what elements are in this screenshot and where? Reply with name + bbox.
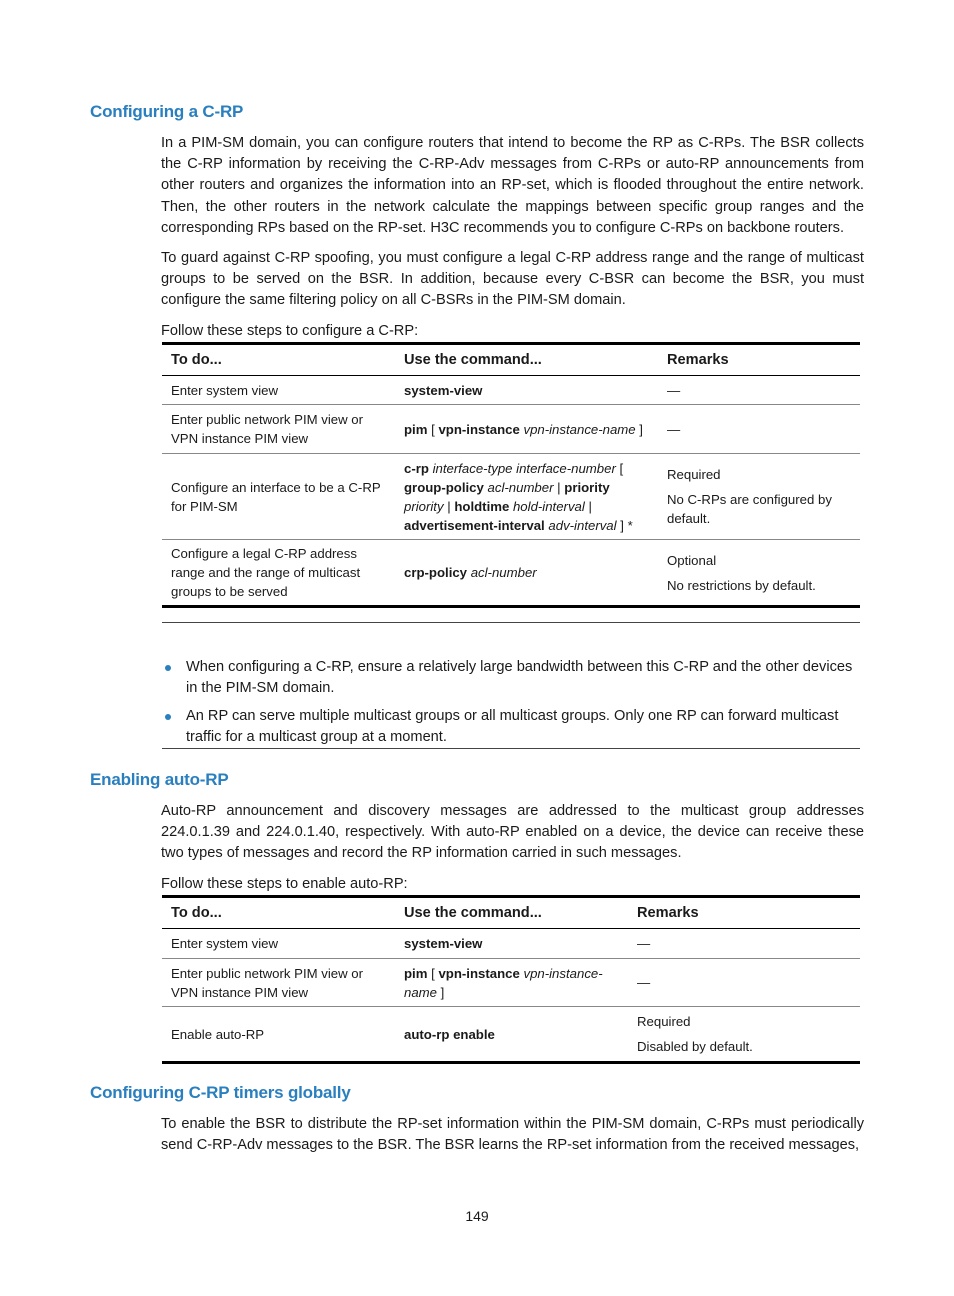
header-todo: To do... [162, 897, 395, 929]
remark-line: — [667, 382, 681, 398]
command-argument: priority [404, 498, 444, 514]
command-syntax: [ [615, 460, 624, 476]
cell-remarks [658, 454, 860, 540]
command-keyword: crp-policy [404, 565, 468, 580]
paragraph-crp-intro: In a PIM-SM domain, you can configure routers that intend to become the RP as C-RPs. The BSR collects the C-RP information by receiving the C-RP-Adv messages from C-RPs or auto-RP announcements from other routers and organizes the information into an RP-set, which is flooded throughout the entire network. Then, the other routers in the network calculate the mappings between specific group ranges and the corresponding RPs based on the RP-set. H3C recommends you to configure C-RPs on backbone routers. [161, 135, 864, 236]
remark-line: Disabled by default. [637, 1039, 753, 1054]
command-keyword: c-rp [404, 460, 429, 476]
command-argument: hold-interval [512, 498, 585, 514]
command-syntax: | [584, 498, 592, 514]
command-syntax: ] * [616, 517, 633, 533]
cell-command [395, 540, 658, 607]
cell-todo: Enter public network PIM view or VPN instance PIM view [162, 959, 395, 1007]
cell-remarks [628, 929, 860, 959]
cell-todo: Configure an interface to be a C-RP for PIM-SM [162, 454, 395, 540]
command-argument: adv-interval [548, 517, 617, 533]
cell-remarks [628, 959, 860, 1007]
header-command: Use the command... [395, 344, 658, 376]
command-keyword: vpn-instance [438, 965, 520, 981]
note-box [162, 622, 860, 749]
cell-remarks [658, 540, 860, 607]
section-heading-crp-timers: Configuring C-RP timers globally [90, 1083, 351, 1102]
bullet-icon [165, 714, 171, 720]
command-argument: vpn-instance-name [404, 965, 603, 1000]
note-item [162, 706, 860, 748]
cell-command [395, 1007, 628, 1063]
page-number: 149 [465, 1208, 489, 1224]
cell-command [395, 929, 628, 959]
cell-command [395, 959, 628, 1007]
paragraph-crp-spoofing: To guard against C-RP spoofing, you must configure a legal C-RP address range and the range of multicast groups to be served on the BSR. In addition, because every C-BSR can become the BSR, you must configure the same filtering policy on all C-BSRs in the PIM-SM domain. [161, 250, 864, 309]
bullet-icon [165, 665, 171, 671]
command-syntax: [ [427, 421, 439, 437]
cell-todo: Enter public network PIM view or VPN instance PIM view [162, 405, 395, 454]
remark-line: — [637, 975, 651, 990]
remark-line: Required [637, 1014, 691, 1029]
table-row [162, 929, 860, 959]
command-keyword: holdtime [454, 498, 510, 514]
command-syntax: [ [427, 965, 439, 981]
table-row [162, 1007, 860, 1063]
cell-command [395, 376, 658, 405]
table-row [162, 959, 860, 1007]
cell-todo: Configure a legal C-RP address range and the range of multicast groups to be served [162, 540, 395, 607]
lead-text-autorp-steps: Follow these steps to enable auto-RP: [161, 876, 408, 892]
command-keyword: pim [404, 965, 428, 981]
command-keyword: advertisement-interval [404, 517, 545, 533]
cell-todo: Enter system view [162, 929, 395, 959]
table-header-row [162, 897, 860, 929]
note-item [162, 657, 860, 699]
command-table-crp [162, 342, 860, 608]
command-keyword: system-view [404, 382, 483, 398]
command-keyword: vpn-instance [438, 421, 520, 437]
section-heading-configuring-crp: Configuring a C-RP [90, 102, 244, 121]
command-argument: acl-number [487, 479, 554, 495]
remark-line: No C-RPs are configured by default. [667, 492, 832, 526]
lead-text-crp-steps: Follow these steps to configure a C-RP: [161, 323, 419, 339]
command-keyword: system-view [404, 936, 483, 951]
section-heading-enabling-autorp: Enabling auto-RP [90, 770, 229, 789]
cell-todo: Enable auto-RP [162, 1007, 395, 1063]
command-table-autorp [162, 895, 860, 1064]
command-argument: vpn-instance-name [523, 421, 636, 437]
cell-remarks [658, 376, 860, 405]
command-keyword: priority [564, 479, 610, 495]
table-row [162, 405, 860, 454]
command-syntax: | [443, 498, 455, 514]
cell-command [395, 454, 658, 540]
command-syntax: | [553, 479, 565, 495]
note-item-text: When configuring a C-RP, ensure a relatively large bandwidth between this C-RP and the other devices in the PIM-SM domain. [186, 659, 853, 696]
command-syntax: ] [437, 984, 445, 1000]
note-list [162, 657, 860, 755]
remark-line: Optional [667, 552, 717, 568]
command-keyword: group-policy [404, 479, 484, 495]
remark-line: — [637, 936, 651, 951]
command-keyword: pim [404, 421, 428, 437]
remark-line: No restrictions by default. [667, 577, 816, 593]
command-argument: acl-number [470, 565, 537, 580]
table-row [162, 540, 860, 607]
header-remarks: Remarks [628, 897, 860, 929]
remark-line: Required [667, 467, 721, 482]
table-row [162, 454, 860, 540]
command-keyword: auto-rp enable [404, 1026, 495, 1042]
cell-remarks [658, 405, 860, 454]
header-command: Use the command... [395, 897, 628, 929]
header-todo: To do... [162, 344, 395, 376]
table-row [162, 376, 860, 405]
cell-remarks [628, 1007, 860, 1063]
cell-command [395, 405, 658, 454]
note-item-text: An RP can serve multiple multicast groups or all multicast groups. Only one RP can forward multicast traffic for a multicast group at a moment. [186, 708, 839, 745]
remark-line: — [667, 421, 681, 437]
table-header-row [162, 344, 860, 376]
command-argument: interface-type interface-number [432, 460, 616, 476]
header-remarks: Remarks [658, 344, 860, 376]
cell-todo: Enter system view [162, 376, 395, 405]
paragraph-crp-timers: To enable the BSR to distribute the RP-set information within the PIM-SM domain, C-RPs must periodically send C-RP-Adv messages to the BSR. The BSR learns the RP-set information from the received messages, [161, 1116, 864, 1154]
command-syntax: ] [635, 421, 643, 437]
paragraph-autorp-intro: Auto-RP announcement and discovery messages are addressed to the multicast group addresses 224.0.1.39 and 224.0.1.40, respectively. With auto-RP enabled on a device, the device can receive these two types of messages and record the RP information carried in such messages. [161, 803, 864, 862]
